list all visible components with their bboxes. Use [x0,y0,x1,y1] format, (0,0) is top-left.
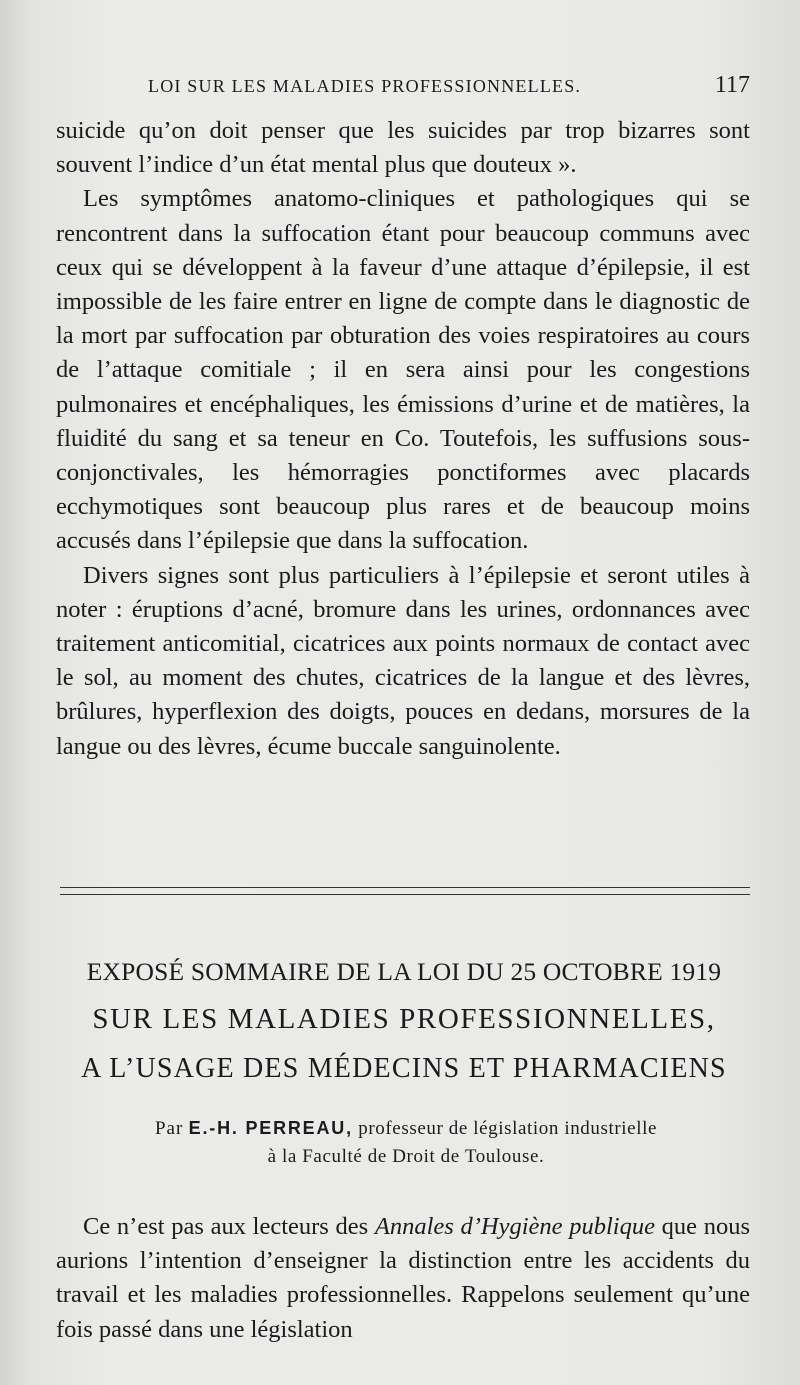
paragraph-intro [56,1210,750,1347]
article-title-line-1: EXPOSÉ SOMMAIRE DE LA LOI DU 25 OCTOBRE 1919 [86,957,722,986]
body-text-upper [56,114,750,764]
intro-text-rest: que nous aurions l’intention d’enseigner la distinction entre les accidents du travail et les maladies professionnelles. Rappelons seulement qu’une fois passé dans une législation [56,1213,750,1343]
separator-rule-top [60,887,750,888]
article-title-line-2: SUR LES MALADIES PROFESSIONNELLES, [92,1003,716,1035]
author-name: E.-H. PERREAU, [188,1118,353,1138]
byline-prefix: Par [154,1118,184,1139]
author-affiliation-1: professeur de législation industrielle [358,1118,658,1139]
article-title [50,952,758,1092]
author-affiliation-2: à la Faculté de Droit de Toulouse. [267,1146,545,1167]
paragraph-continuation: suicide qu’on doit penser que les suicides par trop bizarres sont souvent l’indice d’un état mental plus que douteux ». [56,117,750,179]
body-text-article [56,1210,750,1347]
article-title-line-3: A L’USAGE DES MÉDECINS ET PHARMACIENS [81,1053,727,1084]
paragraph-symptoms: Les symptômes anatomo-cliniques et pathologiques qui se rencontrent dans la suffocation étant pour beaucoup communs avec ceux qui se développent à la faveur d’une attaque d’épilepsie, il est impossible de les faire entrer en ligne de compte dans le diagnostic de la mort par suffocation par obturation des voies respiratoires au cours de l’attaque comitiale ; il en sera ainsi pour les congestions pulmonaires et encéphaliques, les émissions d’urine et de matières, la fluidité du sang et sa teneur en Co. Toutefois, les suffusions sous-conjonctivales, les hémorragies ponctiformes avec placards ecchymotiques sont beaucoup plus rares et de beaucoup moins accusés dans l’épilepsie que dans la suffocation. [56,185,750,555]
page-number: 117 [714,72,750,98]
intro-text-start: Ce n’est pas aux lecteurs des [83,1213,375,1240]
running-head-title: LOI SUR LES MALADIES PROFESSIONNELLES. [148,76,582,96]
byline [56,1114,756,1171]
running-head [60,72,750,102]
paragraph-signs: Divers signes sont plus particuliers à l’épilepsie et seront utiles à noter : éruptions d’acné, bromure dans les urines, ordonnances avec traitement anticomitial, cicatrices aux points normaux de contact avec le sol, au moment des chutes, cicatrices de la langue et des lèvres, brûlures, hyperflexion des doigts, pouces en dedans, morsures de la langue ou des lèvres, écume buccale sanguinolente. [56,561,750,760]
journal-title: Annales d’Hygiène publique [374,1213,655,1240]
separator-rule-bottom [60,894,750,895]
